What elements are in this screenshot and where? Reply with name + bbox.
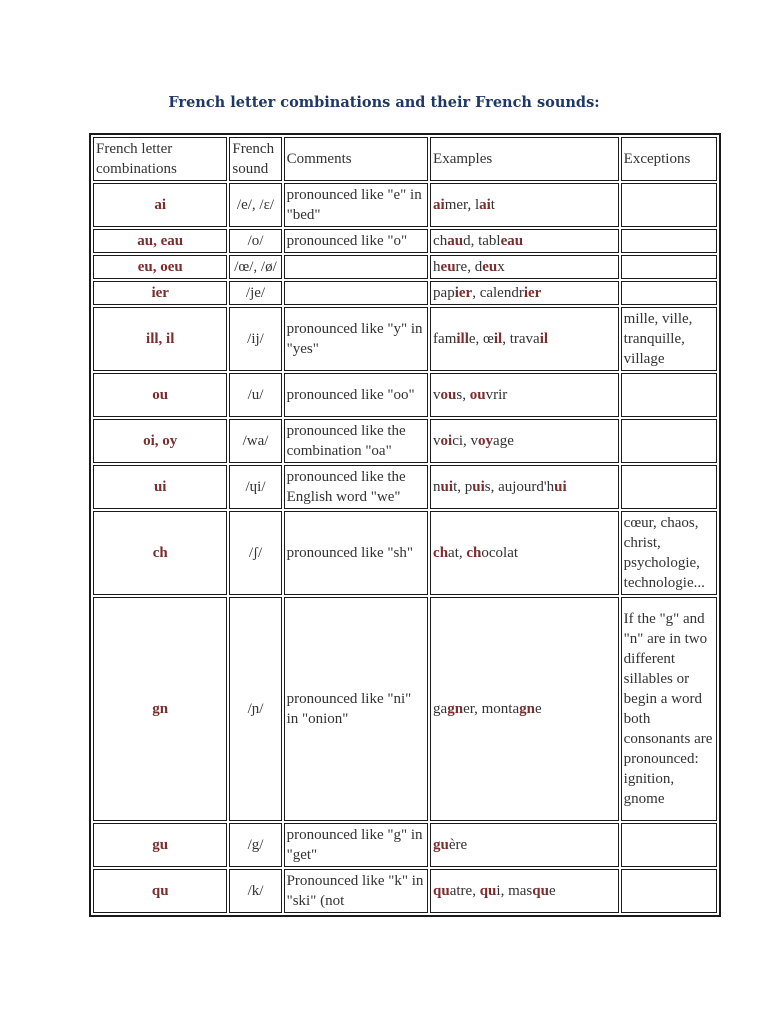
table-row bbox=[93, 229, 717, 253]
combo-cell: ier bbox=[93, 281, 227, 305]
table-row bbox=[93, 281, 717, 305]
examples-cell: guère bbox=[430, 823, 619, 867]
combo-cell: ill, il bbox=[93, 307, 227, 371]
exceptions-cell bbox=[621, 869, 717, 913]
examples-cell: voici, voyage bbox=[430, 419, 619, 463]
example-highlight: ui bbox=[554, 479, 567, 495]
header-comments: Comments bbox=[284, 137, 428, 181]
comment-cell: pronounced like "sh" bbox=[284, 511, 428, 595]
sound-cell: /e/, /ɛ/ bbox=[229, 183, 281, 227]
combo-cell: gn bbox=[93, 597, 227, 821]
exceptions-cell bbox=[621, 255, 717, 279]
example-highlight: ier bbox=[454, 285, 473, 301]
example-highlight: ou bbox=[469, 387, 486, 403]
sound-cell: /œ/, /ø/ bbox=[229, 255, 281, 279]
example-highlight: eu bbox=[440, 259, 456, 275]
example-highlight: ier bbox=[523, 285, 542, 301]
sound-cell: /je/ bbox=[229, 281, 281, 305]
examples-cell: papier, calendrier bbox=[430, 281, 619, 305]
example-highlight: ai bbox=[479, 197, 491, 213]
sound-cell: /wa/ bbox=[229, 419, 281, 463]
example-highlight: oi bbox=[440, 433, 453, 449]
table-header-row bbox=[93, 137, 717, 181]
example-highlight: il bbox=[493, 331, 503, 347]
exceptions-cell: cœur, chaos, christ, psychologie, technologie... bbox=[621, 511, 717, 595]
table-row bbox=[93, 823, 717, 867]
example-highlight: ui bbox=[440, 479, 454, 495]
example-highlight: il bbox=[539, 331, 549, 347]
comment-cell: pronounced like "y" in "yes" bbox=[284, 307, 428, 371]
sound-cell: /k/ bbox=[229, 869, 281, 913]
example-highlight: ou bbox=[440, 387, 457, 403]
example-highlight: oy bbox=[478, 433, 494, 449]
example-highlight: ill bbox=[456, 331, 469, 347]
combo-cell: ch bbox=[93, 511, 227, 595]
comment-cell bbox=[284, 255, 428, 279]
example-highlight: gn bbox=[519, 701, 535, 717]
sound-cell: /ɥi/ bbox=[229, 465, 281, 509]
sound-cell: /g/ bbox=[229, 823, 281, 867]
table-row bbox=[93, 465, 717, 509]
table-row bbox=[93, 255, 717, 279]
examples-cell: chat, chocolat bbox=[430, 511, 619, 595]
table-row bbox=[93, 511, 717, 595]
comment-cell: Pronounced like "k" in "ski" (not bbox=[284, 869, 428, 913]
examples-cell: chaud, tableau bbox=[430, 229, 619, 253]
example-highlight: ai bbox=[433, 197, 445, 213]
table-row bbox=[93, 307, 717, 371]
combo-cell: qu bbox=[93, 869, 227, 913]
sound-cell: /ij/ bbox=[229, 307, 281, 371]
page-title: French letter combinations and their French sounds: bbox=[168, 94, 600, 111]
example-highlight: qu bbox=[433, 883, 450, 899]
header-examples: Examples bbox=[430, 137, 619, 181]
examples-cell: quatre, qui, masque bbox=[430, 869, 619, 913]
header-combinations: French letter combinations bbox=[93, 137, 227, 181]
exceptions-cell bbox=[621, 281, 717, 305]
table-row bbox=[93, 597, 717, 821]
combo-cell: ai bbox=[93, 183, 227, 227]
comment-cell: pronounced like "oo" bbox=[284, 373, 428, 417]
comment-cell: pronounced like "e" in "bed" bbox=[284, 183, 428, 227]
exceptions-cell bbox=[621, 419, 717, 463]
exceptions-cell bbox=[621, 183, 717, 227]
examples-cell: nuit, puis, aujourd'hui bbox=[430, 465, 619, 509]
comment-cell: pronounced like "ni" in "onion" bbox=[284, 597, 428, 821]
comment-cell: pronounced like "o" bbox=[284, 229, 428, 253]
table-row bbox=[93, 183, 717, 227]
comment-cell: pronounced like "g" in "get" bbox=[284, 823, 428, 867]
combo-cell: oi, oy bbox=[93, 419, 227, 463]
exceptions-cell: mille, ville, tranquille, village bbox=[621, 307, 717, 371]
table-row bbox=[93, 869, 717, 913]
examples-cell: vous, ouvrir bbox=[430, 373, 619, 417]
header-exceptions: Exceptions bbox=[621, 137, 717, 181]
example-highlight: qu bbox=[532, 883, 549, 899]
examples-cell: aimer, lait bbox=[430, 183, 619, 227]
combo-cell: ou bbox=[93, 373, 227, 417]
example-highlight: au bbox=[447, 233, 464, 249]
exceptions-cell bbox=[621, 229, 717, 253]
french-sounds-table bbox=[89, 133, 721, 917]
sound-cell: /o/ bbox=[229, 229, 281, 253]
exceptions-cell bbox=[621, 373, 717, 417]
examples-cell: gagner, montagne bbox=[430, 597, 619, 821]
table-row bbox=[93, 419, 717, 463]
examples-cell: famille, œil, travail bbox=[430, 307, 619, 371]
examples-cell: heure, deux bbox=[430, 255, 619, 279]
sound-cell: /ɲ/ bbox=[229, 597, 281, 821]
sound-cell: /u/ bbox=[229, 373, 281, 417]
exceptions-cell bbox=[621, 465, 717, 509]
exceptions-cell bbox=[621, 823, 717, 867]
comment-cell: pronounced like the combination "oa" bbox=[284, 419, 428, 463]
example-highlight: qu bbox=[479, 883, 497, 899]
combo-cell: au, eau bbox=[93, 229, 227, 253]
example-highlight: ch bbox=[466, 545, 482, 561]
combo-cell: ui bbox=[93, 465, 227, 509]
example-highlight: eu bbox=[482, 259, 498, 275]
combo-cell: gu bbox=[93, 823, 227, 867]
example-highlight: eau bbox=[500, 233, 524, 249]
table-row bbox=[93, 373, 717, 417]
comment-cell: pronounced like the English word "we" bbox=[284, 465, 428, 509]
example-highlight: gu bbox=[433, 837, 449, 853]
example-highlight: gn bbox=[447, 701, 464, 717]
example-highlight: ui bbox=[472, 479, 485, 495]
exceptions-cell: If the "g" and "n" are in two different sillables or begin a word both consonants are pronounced: ignition, gnome bbox=[621, 597, 717, 821]
sound-cell: /ʃ/ bbox=[229, 511, 281, 595]
example-highlight: ch bbox=[433, 545, 449, 561]
combo-cell: eu, oeu bbox=[93, 255, 227, 279]
header-sound: French sound bbox=[229, 137, 281, 181]
comment-cell bbox=[284, 281, 428, 305]
